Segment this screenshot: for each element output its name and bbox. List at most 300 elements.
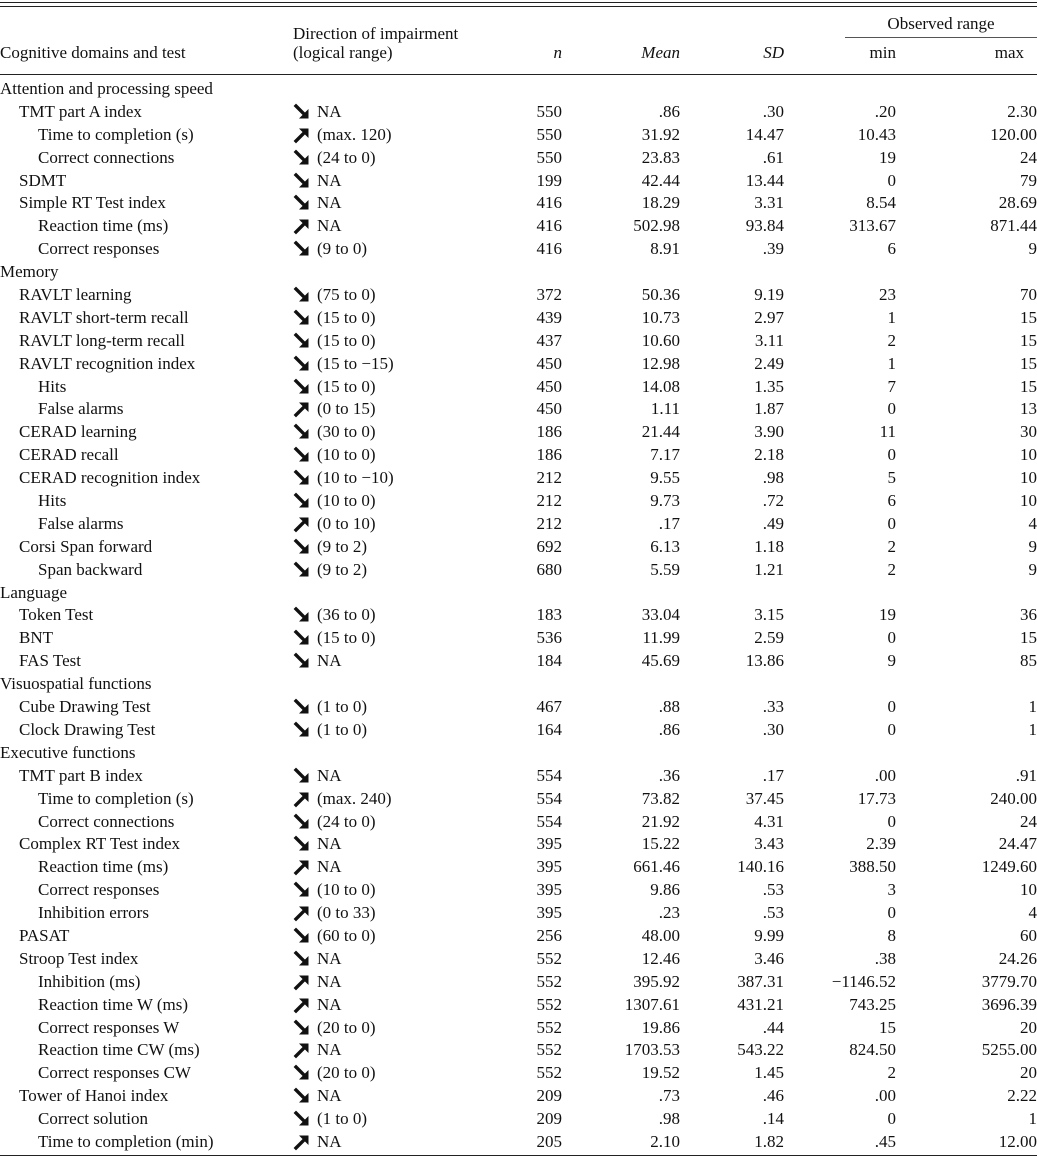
arrow-down-right-icon (293, 378, 311, 396)
sd-cell: 1.45 (754, 1063, 784, 1083)
table-row (0, 719, 1037, 742)
test-label: Correct responses (38, 239, 160, 259)
max-cell: 36 (1020, 605, 1037, 625)
test-label: Simple RT Test index (19, 193, 166, 213)
min-cell: 0 (887, 903, 896, 923)
logical-range: NA (317, 948, 342, 968)
min-cell: 6 (887, 239, 896, 259)
domain-label: Language (0, 582, 68, 602)
mean-cell: 5.59 (650, 559, 680, 579)
sd-cell: 2.97 (754, 307, 784, 327)
arrow-down-right-icon (293, 927, 311, 945)
min-cell: .00 (874, 1086, 896, 1106)
logical-range: NA (317, 216, 342, 236)
direction-cell (293, 994, 342, 1016)
n-cell: 395 (536, 880, 562, 900)
n-cell: 209 (536, 1086, 562, 1106)
n-cell: 552 (536, 1063, 562, 1083)
mean-cell: 21.44 (641, 422, 680, 442)
mean-cell: 1307.61 (624, 994, 680, 1014)
arrow-down-right-icon (293, 469, 311, 487)
domain-label: Visuospatial functions (0, 674, 152, 694)
test-label: TMT part A index (19, 101, 142, 121)
sd-cell: 2.18 (754, 445, 784, 465)
test-label: Correct connections (38, 811, 175, 831)
arrow-down-right-icon (293, 1019, 311, 1037)
n-cell: 550 (536, 124, 562, 144)
min-cell: 0 (887, 719, 896, 739)
arrow-up-right-icon (293, 858, 311, 876)
test-label: Reaction time (ms) (38, 857, 169, 877)
n-cell: 184 (536, 651, 562, 671)
logical-range: (9 to 2) (317, 536, 368, 556)
logical-range: NA (317, 1086, 342, 1106)
table-row (0, 147, 1037, 170)
logical-range: (1 to 0) (317, 697, 368, 717)
max-cell: 120.00 (990, 124, 1037, 144)
max-cell: 15 (1020, 628, 1037, 648)
mean-cell: 12.46 (641, 948, 680, 968)
n-cell: 552 (536, 971, 562, 991)
table-row (0, 513, 1037, 536)
table-row (0, 101, 1037, 124)
n-cell: 550 (536, 147, 562, 167)
mean-cell: 7.17 (650, 445, 680, 465)
n-cell: 186 (536, 445, 562, 465)
mean-cell: 12.98 (641, 353, 680, 373)
logical-range: (9 to 0) (317, 239, 368, 259)
max-cell: 15 (1020, 330, 1037, 350)
mean-cell: 9.73 (650, 491, 680, 511)
test-label: Reaction time CW (ms) (38, 1040, 200, 1060)
min-cell: 2 (887, 330, 896, 350)
sd-cell: 387.31 (737, 971, 784, 991)
mean-cell: 48.00 (641, 925, 680, 945)
direction-cell (293, 376, 376, 398)
sd-cell: 2.49 (754, 353, 784, 373)
mean-cell: .73 (658, 1086, 680, 1106)
table-row (0, 444, 1037, 467)
n-cell: 680 (536, 559, 562, 579)
test-label: RAVLT long-term recall (19, 330, 185, 350)
sd-cell: .30 (762, 719, 784, 739)
max-cell: 871.44 (990, 216, 1037, 236)
arrow-down-right-icon (293, 652, 311, 670)
table-row (0, 1131, 1037, 1154)
test-label: Time to completion (s) (38, 788, 194, 808)
test-label: Time to completion (min) (38, 1131, 214, 1151)
logical-range: NA (317, 651, 342, 671)
sd-cell: 9.99 (754, 925, 784, 945)
n-cell: 372 (536, 285, 562, 305)
direction-cell (293, 559, 367, 581)
domain-row (0, 673, 1037, 696)
mean-cell: 50.36 (641, 285, 680, 305)
direction-cell (293, 513, 376, 535)
direction-cell (293, 467, 394, 489)
arrow-down-right-icon (293, 721, 311, 739)
min-cell: 19 (879, 147, 896, 167)
header-max: max (994, 43, 1024, 62)
mean-cell: 18.29 (641, 193, 680, 213)
n-cell: 212 (536, 491, 562, 511)
mean-cell: 395.92 (633, 971, 680, 991)
logical-range: (36 to 0) (317, 605, 376, 625)
header-n: n (553, 43, 562, 62)
arrow-down-right-icon (293, 103, 311, 121)
table-row (0, 490, 1037, 513)
logical-range: (0 to 10) (317, 513, 376, 533)
sd-cell: 140.16 (737, 857, 784, 877)
test-label: Reaction time (ms) (38, 216, 169, 236)
direction-cell (293, 765, 342, 787)
mean-cell: 1.11 (650, 399, 680, 419)
min-cell: 0 (887, 1109, 896, 1129)
test-label: SDMT (19, 170, 67, 190)
arrow-down-right-icon (293, 950, 311, 968)
direction-cell (293, 856, 342, 878)
mean-cell: .86 (658, 101, 680, 121)
max-cell: 10 (1020, 468, 1037, 488)
logical-range: (10 to −10) (317, 468, 394, 488)
table-row (0, 376, 1037, 399)
min-cell: 8 (887, 925, 896, 945)
n-cell: 536 (536, 628, 562, 648)
direction-cell (293, 1131, 342, 1153)
max-cell: 10 (1020, 491, 1037, 511)
logical-range: NA (317, 1131, 342, 1151)
max-cell: 85 (1020, 651, 1037, 671)
table-row (0, 788, 1037, 811)
max-cell: 1 (1028, 719, 1037, 739)
min-cell: 1 (887, 307, 896, 327)
test-label: Token Test (19, 605, 94, 625)
logical-range: (0 to 33) (317, 903, 376, 923)
domain-row (0, 78, 1037, 101)
sd-cell: 13.86 (745, 651, 784, 671)
sd-cell: 3.11 (754, 330, 784, 350)
n-cell: 209 (536, 1109, 562, 1129)
max-cell: 3779.70 (981, 971, 1037, 991)
sd-cell: .14 (762, 1109, 784, 1129)
min-cell: 824.50 (849, 1040, 896, 1060)
table-row (0, 1085, 1037, 1108)
n-cell: 554 (536, 765, 562, 785)
direction-cell (293, 147, 376, 169)
mean-cell: 502.98 (633, 216, 680, 236)
mean-cell: 73.82 (641, 788, 680, 808)
test-label: FAS Test (19, 651, 81, 671)
table-row (0, 215, 1037, 238)
sd-cell: .44 (762, 1017, 784, 1037)
logical-range: (15 to 0) (317, 376, 376, 396)
max-cell: 70 (1020, 285, 1037, 305)
min-cell: −1146.52 (831, 971, 896, 991)
sd-cell: 14.47 (745, 124, 784, 144)
min-cell: 2 (887, 536, 896, 556)
max-cell: 28.69 (998, 193, 1037, 213)
logical-range: (30 to 0) (317, 422, 376, 442)
arrow-down-right-icon (293, 194, 311, 212)
mean-cell: 661.46 (633, 857, 680, 877)
logical-range: (10 to 0) (317, 491, 376, 511)
sd-cell: 3.15 (754, 605, 784, 625)
logical-range: NA (317, 857, 342, 877)
direction-cell (293, 627, 376, 649)
max-cell: 5255.00 (981, 1040, 1037, 1060)
max-cell: 1 (1028, 1109, 1037, 1129)
direction-cell (293, 1085, 342, 1107)
test-label: PASAT (19, 925, 70, 945)
sd-cell: 1.87 (754, 399, 784, 419)
sd-cell: 9.19 (754, 285, 784, 305)
n-cell: 692 (536, 536, 562, 556)
test-label: Time to completion (s) (38, 124, 194, 144)
test-label: RAVLT short-term recall (19, 307, 189, 327)
n-cell: 550 (536, 101, 562, 121)
arrow-up-right-icon (293, 126, 311, 144)
n-cell: 416 (536, 216, 562, 236)
sd-cell: .53 (762, 903, 784, 923)
sd-cell: .30 (762, 101, 784, 121)
max-cell: 9 (1028, 536, 1037, 556)
logical-range: (1 to 0) (317, 719, 368, 739)
arrow-up-right-icon (293, 1133, 311, 1151)
arrow-down-right-icon (293, 355, 311, 373)
min-cell: 0 (887, 628, 896, 648)
sd-cell: 2.59 (754, 628, 784, 648)
min-cell: .45 (874, 1131, 896, 1151)
logical-range: (0 to 15) (317, 399, 376, 419)
n-cell: 183 (536, 605, 562, 625)
table-row (0, 856, 1037, 879)
mean-cell: .88 (658, 697, 680, 717)
test-label: Correct responses CW (38, 1063, 191, 1083)
table-row (0, 833, 1037, 856)
table-top-rule-double (0, 6, 1037, 7)
sd-cell: 1.21 (754, 559, 784, 579)
min-cell: 10.43 (857, 124, 896, 144)
test-label: TMT part B index (19, 765, 143, 785)
arrow-down-right-icon (293, 538, 311, 556)
table-row (0, 811, 1037, 834)
n-cell: 554 (536, 788, 562, 808)
min-cell: 0 (887, 811, 896, 831)
min-cell: 0 (887, 445, 896, 465)
direction-cell (293, 902, 376, 924)
arrow-down-right-icon (293, 1064, 311, 1082)
test-label: Hits (38, 376, 67, 396)
max-cell: 79 (1020, 170, 1037, 190)
observed-range-rule (845, 37, 1037, 38)
table-body (0, 78, 1037, 1154)
direction-cell (293, 101, 342, 123)
min-cell: 2 (887, 559, 896, 579)
sd-cell: .61 (762, 147, 784, 167)
direction-cell (293, 170, 342, 192)
arrow-down-right-icon (293, 698, 311, 716)
mean-cell: .98 (658, 1109, 680, 1129)
max-cell: 60 (1020, 925, 1037, 945)
direction-cell (293, 284, 376, 306)
sd-cell: 3.90 (754, 422, 784, 442)
sd-cell: 37.45 (745, 788, 784, 808)
max-cell: 1249.60 (981, 857, 1037, 877)
domain-row (0, 742, 1037, 765)
direction-cell (293, 604, 376, 626)
min-cell: 15 (879, 1017, 896, 1037)
min-cell: 9 (887, 651, 896, 671)
max-cell: 24 (1020, 811, 1037, 831)
test-label: Complex RT Test index (19, 834, 181, 854)
logical-range: (60 to 0) (317, 925, 376, 945)
max-cell: 2.22 (1007, 1086, 1037, 1106)
n-cell: 437 (536, 330, 562, 350)
test-label: Tower of Hanoi index (19, 1086, 169, 1106)
direction-cell (293, 948, 342, 970)
logical-range: NA (317, 101, 342, 121)
max-cell: 13 (1020, 399, 1037, 419)
arrow-down-right-icon (293, 881, 311, 899)
direction-cell (293, 811, 376, 833)
test-label: RAVLT recognition index (19, 353, 196, 373)
logical-range: NA (317, 765, 342, 785)
test-label: Hits (38, 491, 67, 511)
sd-cell: .49 (762, 513, 784, 533)
test-label: Clock Drawing Test (19, 719, 156, 739)
test-label: BNT (19, 628, 53, 648)
mean-cell: 33.04 (641, 605, 680, 625)
header-direction-line1: Direction of impairment (293, 24, 459, 43)
n-cell: 395 (536, 903, 562, 923)
max-cell: 12.00 (998, 1131, 1037, 1151)
test-label: Inhibition errors (38, 903, 149, 923)
min-cell: 23 (879, 285, 896, 305)
max-cell: 24.26 (998, 948, 1037, 968)
table-row (0, 398, 1037, 421)
min-cell: 0 (887, 513, 896, 533)
direction-cell (293, 490, 376, 512)
n-cell: 439 (536, 307, 562, 327)
mean-cell: 1703.53 (624, 1040, 680, 1060)
test-label: False alarms (38, 513, 124, 533)
n-cell: 205 (536, 1131, 562, 1151)
min-cell: 7 (887, 376, 896, 396)
n-cell: 450 (536, 353, 562, 373)
sd-cell: 93.84 (745, 216, 784, 236)
test-label: Span backward (38, 559, 143, 579)
sd-cell: 1.18 (754, 536, 784, 556)
max-cell: 30 (1020, 422, 1037, 442)
table-row (0, 421, 1037, 444)
n-cell: 212 (536, 513, 562, 533)
header-sd: SD (763, 43, 784, 62)
sd-cell: 13.44 (745, 170, 784, 190)
test-label: Correct connections (38, 147, 175, 167)
test-label: Correct responses (38, 880, 160, 900)
sd-cell: .33 (762, 697, 784, 717)
logical-range: (max. 120) (317, 124, 392, 144)
table-row (0, 765, 1037, 788)
n-cell: 552 (536, 1017, 562, 1037)
min-cell: 2 (887, 1063, 896, 1083)
logical-range: NA (317, 971, 342, 991)
n-cell: 450 (536, 376, 562, 396)
arrow-up-right-icon (293, 1041, 311, 1059)
sd-cell: 4.31 (754, 811, 784, 831)
n-cell: 256 (536, 925, 562, 945)
logical-range: NA (317, 170, 342, 190)
min-cell: 3 (887, 880, 896, 900)
header-mean: Mean (641, 43, 680, 62)
mean-cell: 19.86 (641, 1017, 680, 1037)
logical-range: NA (317, 193, 342, 213)
header-domain: Cognitive domains and test (0, 43, 186, 62)
max-cell: 1 (1028, 697, 1037, 717)
min-cell: 388.50 (849, 857, 896, 877)
n-cell: 416 (536, 239, 562, 259)
table-row (0, 192, 1037, 215)
direction-cell (293, 833, 342, 855)
table-header-rule (0, 74, 1037, 75)
table-row (0, 650, 1037, 673)
sd-cell: 3.46 (754, 948, 784, 968)
direction-cell (293, 650, 342, 672)
arrow-down-right-icon (293, 767, 311, 785)
mean-cell: 6.13 (650, 536, 680, 556)
arrow-down-right-icon (293, 1110, 311, 1128)
mean-cell: 9.55 (650, 468, 680, 488)
arrow-up-right-icon (293, 996, 311, 1014)
max-cell: 15 (1020, 307, 1037, 327)
logical-range: NA (317, 994, 342, 1014)
domain-label: Attention and processing speed (0, 79, 213, 98)
max-cell: 9 (1028, 559, 1037, 579)
min-cell: 8.54 (866, 193, 896, 213)
n-cell: 554 (536, 811, 562, 831)
table-top-rule (0, 2, 1037, 3)
direction-cell (293, 330, 376, 352)
max-cell: 15 (1020, 376, 1037, 396)
min-cell: .38 (874, 948, 896, 968)
sd-cell: 3.43 (754, 834, 784, 854)
arrow-down-right-icon (293, 309, 311, 327)
logical-range: (15 to 0) (317, 307, 376, 327)
table-row (0, 994, 1037, 1017)
test-label: CERAD recognition index (19, 468, 201, 488)
mean-cell: 2.10 (650, 1131, 680, 1151)
test-label: Inhibition (ms) (38, 971, 141, 991)
max-cell: 4 (1028, 903, 1037, 923)
domain-label: Executive functions (0, 742, 136, 762)
min-cell: 0 (887, 697, 896, 717)
logical-range: (15 to 0) (317, 628, 376, 648)
min-cell: 313.67 (849, 216, 896, 236)
test-label: Cube Drawing Test (19, 697, 151, 717)
domain-label: Memory (0, 262, 59, 282)
arrow-down-right-icon (293, 561, 311, 579)
sd-cell: 1.35 (754, 376, 784, 396)
logical-range: NA (317, 1040, 342, 1060)
n-cell: 186 (536, 422, 562, 442)
max-cell: 24 (1020, 147, 1037, 167)
max-cell: 240.00 (990, 788, 1037, 808)
arrow-up-right-icon (293, 400, 311, 418)
mean-cell: 15.22 (641, 834, 680, 854)
test-label: Corsi Span forward (19, 536, 153, 556)
arrow-up-right-icon (293, 790, 311, 808)
test-label: CERAD recall (19, 445, 119, 465)
